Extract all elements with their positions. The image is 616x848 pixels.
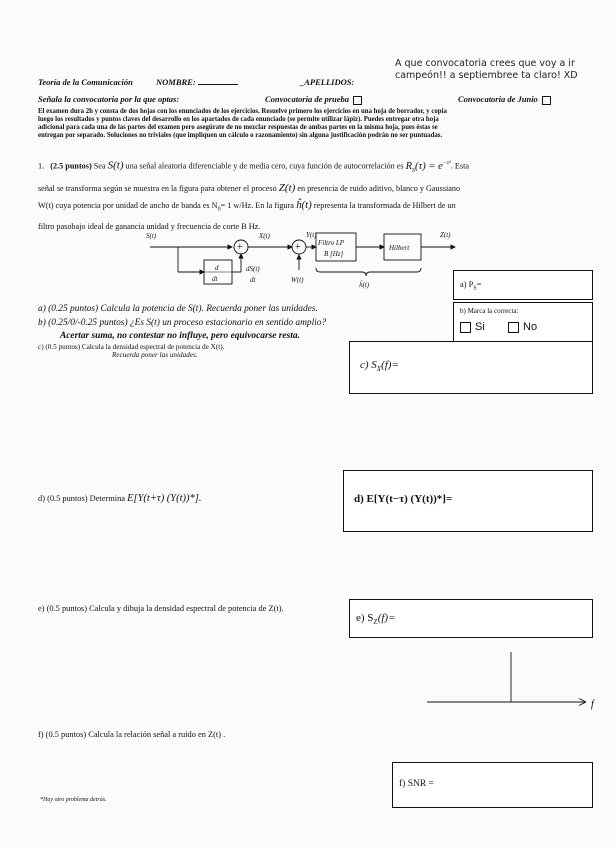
instructions-line: El examen dura 2h y consta de dos hojas con los enunciados de los ejercicios. Resuelve primero los ejercicios en una hoja de borrador, y copia — [38, 108, 447, 115]
answer-f-label: f) SNR = — [399, 779, 434, 789]
hilbert-symbol: ĥ(t) — [295, 198, 312, 211]
filter-label-2: B [Hz] — [324, 250, 344, 258]
option-june[interactable] — [458, 94, 551, 105]
question-d: d) (0.5 puntos) Determina E[Y(t+τ) (Y(t))*]. — [38, 493, 202, 504]
instructions-line: adicional para cada una de las partes del examen pero asegúrate de no mezclar respuestas de ambas partes en la misma hoja, pues éstas se — [38, 124, 438, 131]
note-line-2: campeón!! a septiembree ta claro! XD — [395, 70, 578, 81]
option-no[interactable]: No — [508, 321, 537, 333]
statement-line-2 — [38, 180, 588, 197]
problem-points: (2.5 puntos) — [50, 161, 92, 171]
footer-note: *Hay otro problema detrás. — [40, 797, 107, 803]
question-b: b) (0.25/0/-0.25 puntos) ¿Es S(t) un proceso estacionario en sentido amplio? — [38, 318, 327, 328]
question-f: f) (0.5 puntos) Calcula la relación señal a ruido en Z(t) . — [38, 730, 226, 739]
name-label: NOMBRE: — [156, 77, 196, 87]
statement-line-1 — [38, 155, 588, 180]
x-signal-label: X(t) — [259, 232, 270, 240]
h-hat-label: ĥ(t) — [359, 281, 370, 289]
answer-b-label: b) Marca la correcta: — [460, 307, 519, 315]
answer-d-label: d) E[Y(t−τ) (Y(t))*]= — [354, 493, 453, 505]
select-label: Señala la convocatoria por la que optas: — [38, 94, 180, 104]
handwritten-note — [395, 58, 578, 82]
ds-den: dt — [250, 276, 256, 284]
note-line-1: A que convocatoria crees que voy a ir — [395, 58, 575, 69]
statement-text: señal se transforma según se muestra en la figura para obtener el proceso — [38, 183, 277, 193]
plus-sign: + — [237, 242, 243, 253]
course-title: Teoría de la Comunicación — [38, 77, 133, 87]
question-b-warning: Acertar suma, no contestar no influye, pero equivocarse resta. — [60, 331, 300, 341]
statement-text: una señal aleatoria diferenciable y de media cero, cuya función de autocorrelación es — [125, 161, 404, 171]
s-input-label: S(t) — [146, 232, 157, 240]
surname-field[interactable] — [300, 77, 354, 87]
statement-text: en presencia de ruido aditivo, blanco y Gaussiano — [297, 183, 461, 193]
option-june-label: Convocatoria de Junio — [458, 94, 538, 104]
answer-box-e[interactable] — [349, 599, 593, 638]
autocorrelation-formula: $R_S(\tau) = e^{-\tau^2}$ — [405, 160, 451, 174]
question-e: e) (0.5 puntos) Calcula y dibuja la densidad espectral de potencia de Z(t). — [38, 604, 284, 613]
statement-line-4: filtro pasobajo ideal de ganancia unidad y frecuencia de corte B Hz. — [38, 222, 261, 232]
problem-number: 1. — [38, 161, 45, 171]
f-axis-label: f — [591, 699, 594, 710]
hilbert-label: Hilbert — [389, 244, 410, 252]
statement-line-3: W(t) cuya potencia por unidad de ancho de banda es $N_0= 1$ w/Hz. En la figura ĥ(t) representa la transformada de Hilbert de un — [38, 198, 456, 213]
answer-a-label: a) $P_S=$ — [460, 280, 482, 292]
surname-label: _APELLIDOS: — [300, 77, 355, 87]
question-c-line-1: c) (0.5 puntos) Calcula la densidad espectral de potencia de X(t). — [38, 343, 225, 351]
option-june-checkbox[interactable] — [542, 96, 551, 105]
derivative-den: dt — [212, 275, 218, 283]
z-output-label: Z(t) — [440, 231, 451, 239]
question-a: a) (0.25 puntos) Calcula la potencia de S(t). Recuerda poner las unidades. — [38, 304, 318, 314]
statement-text: . Esta — [450, 161, 469, 171]
question-c-line-2: Recuerda poner las unidades. — [112, 351, 198, 359]
statement-text: Sea — [93, 161, 106, 171]
option-test[interactable] — [265, 94, 362, 105]
si-checkbox[interactable] — [460, 322, 471, 333]
plus-sign: + — [295, 242, 301, 253]
answer-box-c[interactable] — [349, 341, 593, 394]
answer-box-f[interactable] — [392, 762, 593, 808]
s-symbol: S(t) — [107, 159, 124, 172]
no-checkbox[interactable] — [508, 322, 519, 333]
ds-num: dS(t) — [246, 265, 260, 273]
statement-text: = 1 w/Hz. En la figura — [220, 200, 294, 210]
answer-box-a[interactable] — [453, 270, 593, 300]
instructions-line: entregan por separado. Soluciones no triviales (que impliquen un cálculo o razonamiento) sin alguna justificación podrán no ser puntuadas. — [38, 132, 443, 139]
noise-label: W(t) — [291, 276, 304, 284]
z-symbol: Z(t) — [278, 181, 296, 194]
answer-c-label: c) $S_X(f)=$ — [360, 359, 399, 374]
answer-box-b[interactable] — [453, 302, 593, 342]
derivative-num: d — [215, 264, 219, 272]
filter-label-1: Filtro LP — [318, 239, 344, 247]
block-diagram — [140, 224, 470, 292]
option-test-label: Convocatoria de prueba — [265, 94, 350, 104]
option-si[interactable]: Si — [460, 321, 485, 333]
answer-e-label: e) $S_Z(f)=$ — [356, 612, 396, 627]
name-field[interactable] — [156, 77, 238, 87]
answer-box-d[interactable] — [343, 470, 593, 532]
psd-plot-axes[interactable] — [425, 652, 605, 714]
statement-text: W(t) cuya potencia por unidad de ancho de banda es N — [38, 200, 218, 210]
statement-text: representa la transformada de Hilbert de un — [313, 200, 456, 210]
instructions — [38, 108, 586, 140]
question-c — [38, 343, 224, 359]
instructions-line: luego los resultados y puntos claves del desarrollo en los apartados de cada enunciado (se permite utilizar lápiz). Puedes entregar otra hoja — [38, 116, 439, 123]
y-signal-label: Y(t) — [306, 231, 317, 239]
option-test-checkbox[interactable] — [353, 96, 362, 105]
